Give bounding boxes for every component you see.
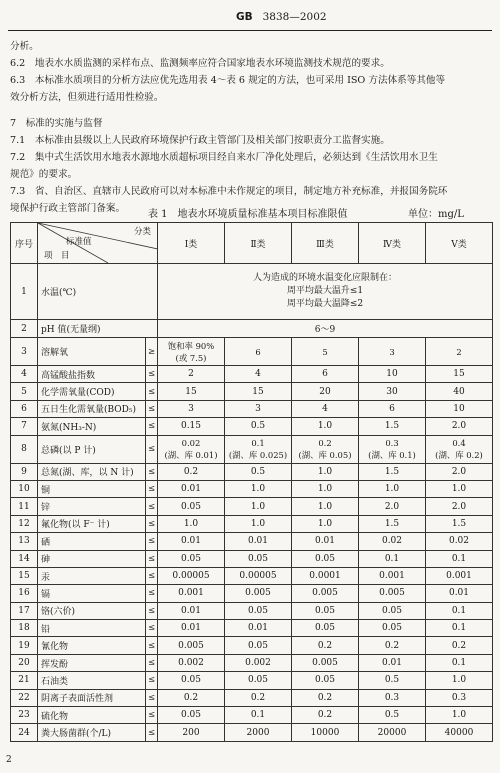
limit-value: 2.0 (426, 418, 493, 435)
comparison-operator: ≤ (146, 672, 158, 689)
limit-value: 0.005 (292, 585, 359, 602)
item-name: 氨氮(NH₃-N) (38, 418, 146, 435)
ph-value: 6～9 (158, 320, 493, 338)
table-caption (0, 203, 500, 219)
limit-value: 0.02 (湖、库 0.01) (158, 435, 225, 463)
limit-value: 15 (225, 383, 292, 400)
diag-label-standard: 标准值 (66, 237, 92, 247)
table-row (11, 480, 493, 497)
limit-value: 0.2 (湖、库 0.05) (292, 435, 359, 463)
item-name: 溶解氧 (38, 338, 146, 366)
paragraph: 7.1 本标准由县级以上人民政府环境保护行政主管部门及相关部门按职责分工监督实施。 (10, 135, 390, 146)
row-number: 13 (11, 533, 38, 550)
limit-value: 2 (158, 366, 225, 383)
row-number: 1 (11, 264, 38, 320)
comparison-operator: ≤ (146, 654, 158, 671)
limit-value: 1.0 (359, 480, 426, 497)
comparison-operator: ≤ (146, 533, 158, 550)
class-header: Ⅳ类 (359, 223, 426, 264)
table-row (11, 338, 493, 366)
running-header (0, 8, 500, 30)
limit-value: 3 (359, 338, 426, 366)
limit-value: 0.05 (225, 602, 292, 619)
row-number: 21 (11, 672, 38, 689)
item-name: 锌 (38, 498, 146, 515)
limit-value: 1.5 (359, 515, 426, 532)
limit-value: 0.1 (426, 654, 493, 671)
limit-value: 0.01 (158, 620, 225, 637)
row-number: 7 (11, 418, 38, 435)
paragraph: 7.2 集中式生活饮用水地表水源地水质超标项目经自来水厂净化处理后，必须达到《生活饮用水卫生 (10, 152, 438, 163)
table-row (11, 533, 493, 550)
limit-value: 1.0 (225, 498, 292, 515)
limit-value: 2 (426, 338, 493, 366)
paragraph: 分析。 (10, 41, 39, 52)
table-row (11, 418, 493, 435)
limit-value: 0.05 (158, 498, 225, 515)
table-row (11, 637, 493, 654)
table-row (11, 515, 493, 532)
paragraph: 7.3 省、自治区、直辖市人民政府可以对本标准中未作规定的项目，制定地方补充标准，并报国务院环 (10, 186, 448, 197)
table-row (11, 498, 493, 515)
limit-value: 2000 (225, 724, 292, 741)
table-row (11, 672, 493, 689)
limit-value: 0.05 (158, 707, 225, 724)
table-row (11, 620, 493, 637)
limit-value: 0.002 (158, 654, 225, 671)
paragraph: 6.3 本标准水质项目的分析方法应优先选用表 4～表 6 规定的方法，也可采用 ISO 方法体系等其他等 (10, 75, 446, 86)
item-name: 氟化物(以 F⁻ 计) (38, 515, 146, 532)
standard-code: GB 3838—2002 (236, 11, 327, 23)
item-name: 总磷(以 P 计) (38, 435, 146, 463)
limit-value: 0.5 (225, 418, 292, 435)
limit-value: 20 (292, 383, 359, 400)
item-name: 五日生化需氧量(BOD₅) (38, 400, 146, 417)
temperature-line: 周平均最大温升≤1 (286, 286, 364, 296)
limit-value: 1.0 (292, 480, 359, 497)
limit-value: 6 (359, 400, 426, 417)
limit-value: 0.1 (426, 550, 493, 567)
row-number: 5 (11, 383, 38, 400)
limit-value: 10000 (292, 724, 359, 741)
comparison-operator: ≤ (146, 550, 158, 567)
paragraph: 规范》的要求。 (10, 169, 78, 180)
limit-value: 10 (426, 400, 493, 417)
limit-value: 0.2 (158, 463, 225, 480)
item-name: 阴离子表面活性剂 (38, 689, 146, 706)
page-number: 2 (6, 755, 12, 765)
table-header-row (11, 223, 493, 264)
table-row (11, 689, 493, 706)
row-number: 22 (11, 689, 38, 706)
comparison-operator: ≤ (146, 515, 158, 532)
limit-value: 0.001 (359, 567, 426, 584)
temperature-limit (158, 264, 493, 320)
table-row (11, 435, 493, 463)
row-number: 19 (11, 637, 38, 654)
limit-value: 0.5 (225, 463, 292, 480)
item-name: 砷 (38, 550, 146, 567)
limit-value: 0.2 (292, 707, 359, 724)
paragraph: 效分析方法，但须进行适用性检验。 (10, 92, 164, 103)
comparison-operator: ≤ (146, 418, 158, 435)
row-number: 9 (11, 463, 38, 480)
comparison-operator: ≤ (146, 480, 158, 497)
item-name: 硒 (38, 533, 146, 550)
limit-value: 0.2 (426, 637, 493, 654)
limit-value: 40000 (426, 724, 493, 741)
limit-value: 1.0 (292, 418, 359, 435)
row-number: 15 (11, 567, 38, 584)
limit-value: 0.005 (292, 654, 359, 671)
limit-value: 0.2 (359, 637, 426, 654)
limit-value: 0.001 (158, 585, 225, 602)
row-number: 20 (11, 654, 38, 671)
item-name: 粪大肠菌群(个/L) (38, 724, 146, 741)
limit-value: 0.01 (225, 620, 292, 637)
limit-value: 0.02 (426, 533, 493, 550)
limit-value: 3 (158, 400, 225, 417)
limit-value: 0.1 (426, 602, 493, 619)
row-number: 18 (11, 620, 38, 637)
table-row (11, 264, 493, 320)
limit-value: 1.0 (225, 480, 292, 497)
limit-value: 0.01 (359, 654, 426, 671)
row-number: 10 (11, 480, 38, 497)
limit-value: 0.1 (359, 550, 426, 567)
limit-value: 1.0 (292, 515, 359, 532)
limit-value: 5 (292, 338, 359, 366)
comparison-operator: ≤ (146, 400, 158, 417)
limit-value: 0.05 (292, 602, 359, 619)
item-name: 化学需氧量(COD) (38, 383, 146, 400)
comparison-operator: ≤ (146, 366, 158, 383)
row-number: 12 (11, 515, 38, 532)
limit-value: 4 (292, 400, 359, 417)
limit-value: 0.001 (426, 567, 493, 584)
limit-value: 0.01 (158, 533, 225, 550)
comparison-operator: ≤ (146, 620, 158, 637)
diagonal-header-cell (38, 223, 158, 264)
limit-value: 0.05 (225, 672, 292, 689)
comparison-operator: ≤ (146, 585, 158, 602)
limit-value: 0.01 (426, 585, 493, 602)
limit-value: 0.05 (292, 620, 359, 637)
table-body (11, 338, 493, 742)
limit-value: 0.05 (225, 637, 292, 654)
limit-value: 0.0001 (292, 567, 359, 584)
table-row (11, 585, 493, 602)
limit-value: 1.5 (359, 463, 426, 480)
limit-value: 0.3 (湖、库 0.1) (359, 435, 426, 463)
comparison-operator: ≤ (146, 724, 158, 741)
item-name: 铅 (38, 620, 146, 637)
limit-value: 0.05 (359, 620, 426, 637)
limit-value: 6 (225, 338, 292, 366)
limit-value: 0.05 (359, 602, 426, 619)
item-name: 高锰酸盐指数 (38, 366, 146, 383)
limit-value: 40 (426, 383, 493, 400)
paragraph: 6.2 地表水水质监测的采样布点、监测频率应符合国家地表水环境监测技术规范的要求。 (10, 58, 390, 69)
item-name: 氰化物 (38, 637, 146, 654)
table-title: 表 1 地表水环境质量标准基本项目标准限值 (148, 209, 348, 220)
table-row (11, 366, 493, 383)
row-number: 4 (11, 366, 38, 383)
limit-value: 4 (225, 366, 292, 383)
limit-value: 0.4 (湖、库 0.2) (426, 435, 493, 463)
limit-value: 1.0 (426, 480, 493, 497)
item-name: 水温(℃) (38, 264, 158, 320)
limit-value: 15 (158, 383, 225, 400)
comparison-operator: ≤ (146, 707, 158, 724)
limit-value: 0.05 (292, 550, 359, 567)
item-name: 铬(六价) (38, 602, 146, 619)
seq-header: 序号 (11, 223, 38, 264)
row-number: 11 (11, 498, 38, 515)
limit-value: 0.05 (225, 550, 292, 567)
limit-value: 0.15 (158, 418, 225, 435)
limit-value: 0.3 (359, 689, 426, 706)
item-name: 总氮(湖、库，以 N 计) (38, 463, 146, 480)
class-header: Ⅱ类 (225, 223, 292, 264)
diag-label-class: 分类 (133, 227, 151, 237)
comparison-operator: ≤ (146, 498, 158, 515)
temperature-line: 人为造成的环境水温变化应限制在： (252, 273, 397, 283)
header-rule (8, 30, 492, 31)
limit-value: 0.2 (292, 689, 359, 706)
standards-table (10, 222, 493, 742)
row-number: 24 (11, 724, 38, 741)
limit-value: 0.01 (292, 533, 359, 550)
item-name: 汞 (38, 567, 146, 584)
limit-value: 0.002 (225, 654, 292, 671)
row-number: 16 (11, 585, 38, 602)
limit-value: 饱和率 90% (或 7.5) (158, 338, 225, 366)
table-row (11, 320, 493, 338)
body-text (10, 38, 494, 217)
limit-value: 3 (225, 400, 292, 417)
table-unit: 单位：mg/L (408, 209, 464, 220)
limit-value: 1.0 (225, 515, 292, 532)
limit-value: 1.0 (292, 498, 359, 515)
row-number: 8 (11, 435, 38, 463)
limit-value: 2.0 (426, 463, 493, 480)
limit-value: 30 (359, 383, 426, 400)
item-name: 铜 (38, 480, 146, 497)
item-name: 镉 (38, 585, 146, 602)
limit-value: 0.00005 (225, 567, 292, 584)
row-number: 2 (11, 320, 38, 338)
limit-value: 0.005 (158, 637, 225, 654)
limit-value: 0.05 (292, 672, 359, 689)
limit-value: 0.005 (359, 585, 426, 602)
comparison-operator: ≤ (146, 689, 158, 706)
section-heading: 7 标准的实施与监督 (10, 118, 103, 129)
table-row (11, 654, 493, 671)
limit-value: 15 (426, 366, 493, 383)
table-row (11, 602, 493, 619)
limit-value: 1.0 (426, 672, 493, 689)
limit-value: 0.005 (225, 585, 292, 602)
limit-value: 0.3 (426, 689, 493, 706)
limit-value: 10 (359, 366, 426, 383)
limit-value: 2.0 (426, 498, 493, 515)
table-row (11, 567, 493, 584)
comparison-operator: ≤ (146, 463, 158, 480)
table-row (11, 463, 493, 480)
limit-value: 0.1 (湖、库 0.025) (225, 435, 292, 463)
limit-value: 0.01 (225, 533, 292, 550)
item-name: pH 值(无量纲) (38, 320, 158, 338)
temperature-line: 周平均最大温降≤2 (286, 299, 364, 309)
limit-value: 0.00005 (158, 567, 225, 584)
limit-value: 0.1 (426, 620, 493, 637)
row-number: 14 (11, 550, 38, 567)
comparison-operator: ≥ (146, 338, 158, 366)
table-row (11, 550, 493, 567)
comparison-operator: ≤ (146, 637, 158, 654)
table-row (11, 724, 493, 741)
comparison-operator: ≤ (146, 567, 158, 584)
limit-value: 6 (292, 366, 359, 383)
comparison-operator: ≤ (146, 435, 158, 463)
row-number: 17 (11, 602, 38, 619)
table-row (11, 707, 493, 724)
limit-value: 0.05 (158, 672, 225, 689)
limit-value: 1.5 (359, 418, 426, 435)
limit-value: 0.02 (359, 533, 426, 550)
comparison-operator: ≤ (146, 383, 158, 400)
limit-value: 1.0 (292, 463, 359, 480)
limit-value: 200 (158, 724, 225, 741)
diag-label-item: 项 目 (44, 251, 70, 261)
item-name: 挥发酚 (38, 654, 146, 671)
row-number: 23 (11, 707, 38, 724)
paragraph: 境保护行政主管部门备案。 (10, 203, 126, 214)
class-header: Ⅲ类 (292, 223, 359, 264)
table-row (11, 400, 493, 417)
limit-value: 0.05 (158, 550, 225, 567)
item-name: 硫化物 (38, 707, 146, 724)
class-header: Ⅴ类 (426, 223, 493, 264)
limit-value: 0.2 (225, 689, 292, 706)
limit-value: 2.0 (359, 498, 426, 515)
limit-value: 0.1 (225, 707, 292, 724)
limit-value: 0.5 (359, 707, 426, 724)
limit-value: 20000 (359, 724, 426, 741)
limit-value: 0.5 (359, 672, 426, 689)
class-header: Ⅰ类 (158, 223, 225, 264)
limit-value: 0.2 (292, 637, 359, 654)
item-name: 石油类 (38, 672, 146, 689)
limit-value: 1.0 (158, 515, 225, 532)
limit-value: 0.01 (158, 480, 225, 497)
row-number: 6 (11, 400, 38, 417)
limit-value: 0.01 (158, 602, 225, 619)
limit-value: 1.0 (426, 707, 493, 724)
limit-value: 0.2 (158, 689, 225, 706)
limit-value: 1.5 (426, 515, 493, 532)
row-number: 3 (11, 338, 38, 366)
comparison-operator: ≤ (146, 602, 158, 619)
table-row (11, 383, 493, 400)
